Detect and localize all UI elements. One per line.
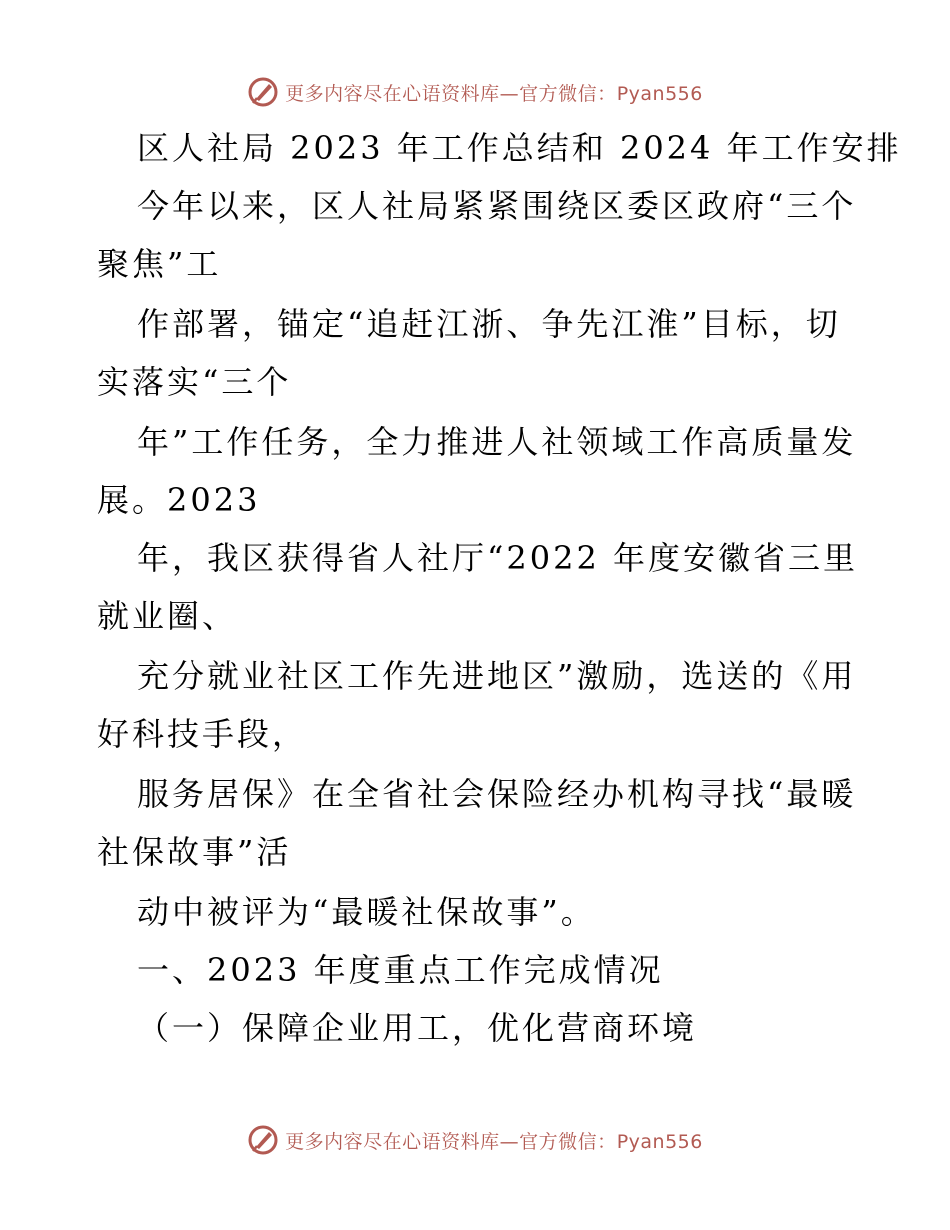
paragraph-line: 年”工作任务，全力推进人社领域工作高质量发	[137, 423, 857, 461]
document-title: 区人社局 2023 年工作总结和 2024 年工作安排	[137, 129, 902, 167]
subsection-heading: （一）保障企业用工，优化营商环境	[137, 1009, 698, 1047]
banner-brand: 更多内容尽在心语资料库	[285, 82, 500, 105]
quill-logo-icon	[247, 76, 279, 108]
banner-wechat-label: 官方微信：	[519, 1130, 617, 1153]
banner-separator: —	[499, 1130, 520, 1153]
paragraph-line: 就业圈、	[97, 597, 238, 635]
banner-wechat-id: Pyan556	[616, 1130, 703, 1153]
paragraph-line: 年，我区获得省人社厅“2022 年度安徽省三里	[137, 539, 858, 577]
paragraph-line: 作部署，锚定“追赶江浙、争先江淮”目标，切	[137, 305, 841, 343]
paragraph-line: 展。2023	[97, 481, 261, 519]
banner-wechat-label: 官方微信：	[519, 82, 617, 105]
paragraph-line: 今年以来，区人社局紧紧围绕区委区政府“三个	[137, 187, 857, 225]
paragraph-line: 实落实“三个	[97, 363, 292, 401]
banner-separator: —	[499, 82, 520, 105]
header-banner	[0, 72, 950, 112]
paragraph-line: 聚焦”工	[97, 245, 222, 283]
paragraph-line: 充分就业社区工作先进地区”激励，选送的《用	[137, 657, 857, 695]
banner-wechat-id: Pyan556	[616, 82, 703, 105]
paragraph-line: 好科技手段，	[97, 715, 308, 753]
section-heading: 一、2023 年度重点工作完成情况	[137, 951, 664, 989]
footer-banner	[0, 1120, 950, 1160]
banner-brand: 更多内容尽在心语资料库	[285, 1130, 500, 1153]
paragraph-line: 服务居保》在全省社会保险经办机构寻找“最暖	[137, 775, 857, 813]
quill-logo-icon	[247, 1124, 279, 1156]
paragraph-line: 动中被评为“最暖社保故事”。	[137, 893, 596, 931]
paragraph-line: 社保故事”活	[97, 833, 292, 871]
